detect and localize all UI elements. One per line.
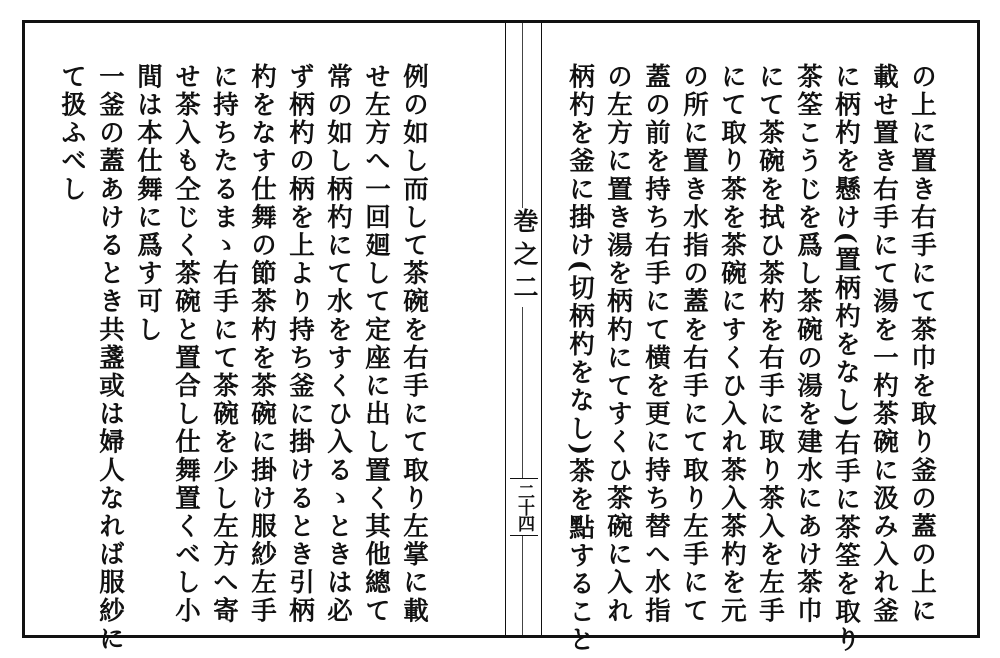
text-column: 常の如し柄杓にて水をすくひ入るゝときは必 bbox=[323, 63, 353, 625]
text-column: にて茶碗を拭ひ茶杓を右手に取り茶入を左手 bbox=[755, 63, 785, 625]
text-column: 柄杓を釜に掛け(切柄杓をなし)茶を點すること bbox=[565, 63, 595, 655]
text-column: せ左方へ一回廻して定座に出し置く其他總て bbox=[361, 63, 391, 625]
right-page-text bbox=[561, 63, 941, 655]
book-spread bbox=[22, 20, 980, 655]
page-gutter bbox=[505, 23, 542, 635]
text-column: 間は本仕舞に爲す可し bbox=[133, 63, 163, 344]
text-column: に柄杓を懸け(置柄杓をなし)右手に茶筌を取り bbox=[831, 63, 861, 655]
text-column: 杓をなす仕舞の節茶杓を茶碗に掛け服紗左手 bbox=[247, 63, 277, 625]
page-number: 二十四 bbox=[510, 478, 538, 536]
text-column: にて取り茶を茶碗にすくひ入れ茶入茶杓を元 bbox=[717, 63, 747, 625]
gutter-rule bbox=[522, 23, 523, 635]
text-column: 茶筌こうじを爲し茶碗の湯を建水にあけ茶巾 bbox=[793, 63, 823, 625]
text-column: ず柄杓の柄を上より持ち釜に掛けるとき引柄 bbox=[285, 63, 315, 625]
text-column: 蓋の前を持ち右手にて横を更に持ち替へ水指 bbox=[641, 63, 671, 625]
text-column: せ茶入も仝じく茶碗と置合し仕舞置くべし小 bbox=[171, 63, 201, 625]
text-column: て扱ふべし bbox=[57, 63, 87, 204]
text-column: の上に置き右手にて茶巾を取り釜の蓋の上に bbox=[907, 63, 937, 625]
text-column: の所に置き水指の蓋を右手にて取り左手にて bbox=[679, 63, 709, 625]
text-column: 例の如し而して茶碗を右手にて取り左掌に載 bbox=[399, 63, 429, 625]
text-column: 一釜の蓋あけるとき共盞或は婦人なれば服紗に bbox=[95, 63, 125, 654]
text-column: に持ちたるまゝ右手にて茶碗を少し左方へ寄 bbox=[209, 63, 239, 625]
volume-title: 巻之二 bbox=[510, 208, 539, 307]
left-page-text bbox=[53, 63, 433, 654]
text-column: の左方に置き湯を柄杓にてすくひ茶碗に入れ bbox=[603, 63, 633, 625]
text-column: 載せ置き右手にて湯を一杓茶碗に汲み入れ釜 bbox=[869, 63, 899, 625]
